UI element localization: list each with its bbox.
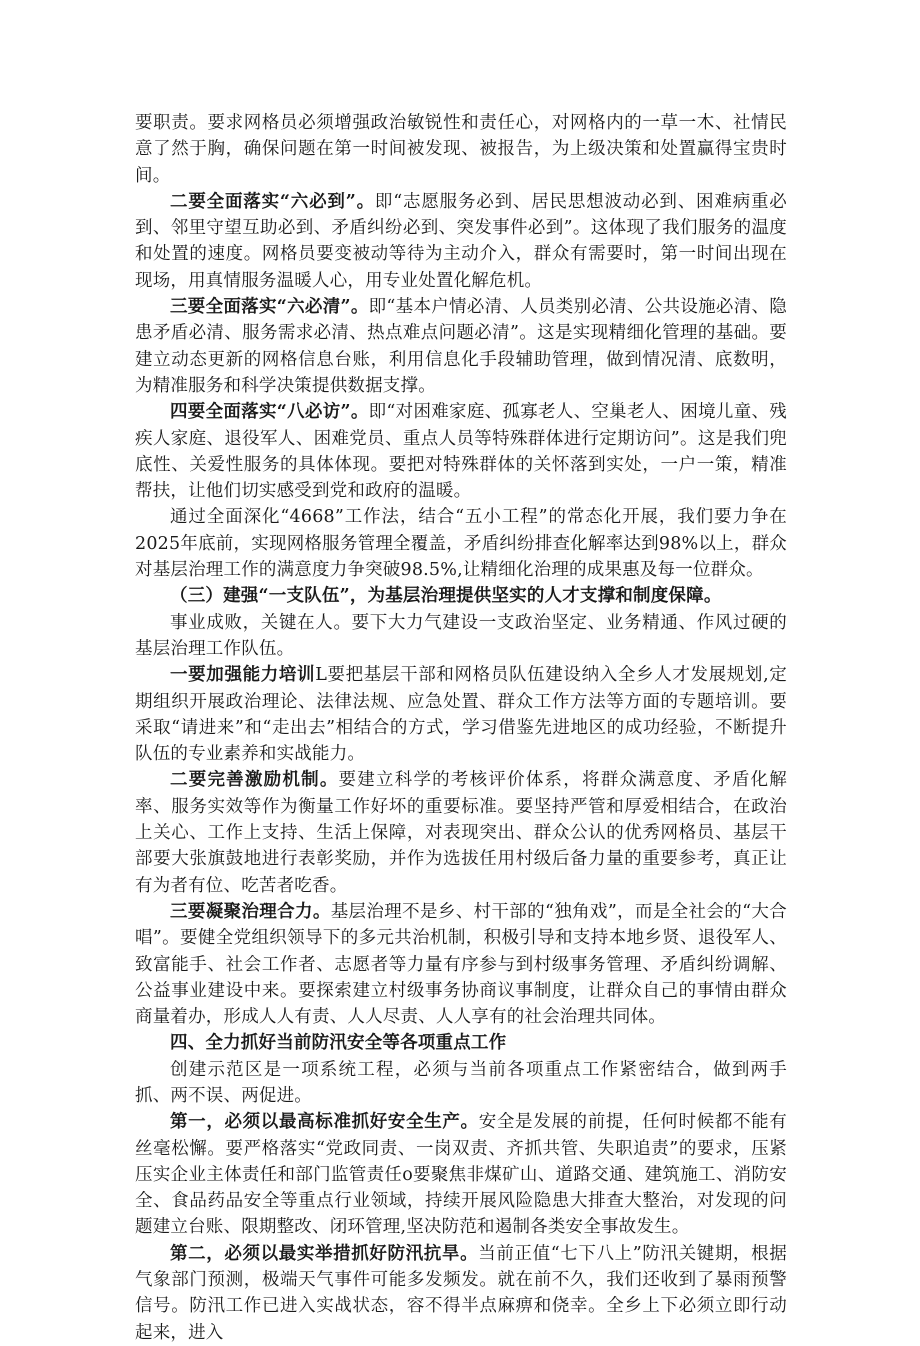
paragraph-text: 创建示范区是一项系统工程，必须与当前各项重点工作紧密结合，做到两手抓、两不误、两促进。 bbox=[135, 1059, 787, 1106]
paragraph-lead: 三要凝聚治理合力。 bbox=[170, 901, 331, 922]
paragraph-text: 要职责。要求网格员必须增强政治敏锐性和责任心，对网格内的一草一木、社情民意了然于胸，确保问题在第一时间被发现、被报告，为上级决策和处置赢得宝贵时间。 bbox=[135, 113, 787, 186]
paragraph-text: L要把基层干部和网格员队伍建设纳入全乡人才发展规划,定期组织开展政治理论、法律法规、应急处置、群众工作方法等方面的专题培训。要采取“请进来”和“走出去”相结合的方式，学习借鉴先进地区的成功经验，不断提升队伍的专业素养和实战能力。 bbox=[135, 665, 787, 765]
paragraph-demonstration-intro bbox=[135, 1057, 787, 1110]
paragraph-work-safety bbox=[135, 1109, 787, 1240]
paragraph-lead: 一要加强能力培训 bbox=[170, 665, 316, 686]
paragraph-lead: 四要全面落实“八必访”。 bbox=[170, 402, 369, 423]
paragraph-text: 当前正值“七下八上”防汛关键期，根据气象部门预测，极端天气事件可能多发频发。就在前不久，我们还收到了暴雨预警信号。防汛工作已进入实战状态，容不得半点麻痹和侥幸。全乡上下必须立即行动起来，进入 bbox=[135, 1243, 787, 1343]
document-page bbox=[135, 110, 787, 1346]
paragraph-incentive bbox=[135, 767, 787, 898]
paragraph-4668-summary bbox=[135, 504, 787, 583]
paragraph-six-must-arrive bbox=[135, 189, 787, 294]
paragraph-lead: 三要全面落实“六必清”。 bbox=[170, 297, 369, 318]
paragraph-text: 即“志愿服务必到、居民思想波动必到、困难病重必到、邻里守望互助必到、矛盾纠纷必到、突发事件必到”。这体现了我们服务的温度和处置的速度。网格员要变被动等待为主动介入，群众有需要时，第一时间出现在现场，用真情服务温暖人心，用专业处置化解危机。 bbox=[135, 191, 788, 291]
paragraph-team-intro bbox=[135, 610, 787, 663]
paragraph-text: 基层治理不是乡、村干部的“独角戏”，而是全社会的“大合唱”。要健全党组织领导下的多元共治机制，积极引导和支持本地乡贤、退役军人、致富能手、社会工作者、志愿者等力量有序参与到村级事务管理、矛盾纠纷调解、公益事业建设中来。要探索建立村级事务协商议事制度，让群众自己的事情由群众商量着办，形成人人有责、人人尽责、人人享有的社会治理共同体。 bbox=[135, 901, 787, 1028]
paragraph-synergy bbox=[135, 899, 787, 1030]
paragraph-text: 安全是发展的前提，任何时候都不能有丝毫松懈。要严格落实“党政同责、一岗双责、齐抓共管、失职追责”的要求，压紧压实企业主体责任和部门监管责任o要聚焦非煤矿山、道路交通、建筑施工、消防安全、食品药品安全等重点行业领域，持续开展风险隐患大排查大整治，对发现的问题建立台账、限期整改、闭环管理,坚决防范和遏制各类安全事故发生。 bbox=[135, 1112, 787, 1238]
paragraph-continuation bbox=[135, 110, 787, 189]
paragraph-text: 通过全面深化“4668”工作法，结合“五小工程”的常态化开展，我们要力争在2025年底前，实现网格服务管理全覆盖，矛盾纠纷排查化解率达到98%以上，群众对基层治理工作的满意度力争突破98.5%,让精细化治理的成果惠及每一位群众。 bbox=[135, 507, 787, 581]
paragraph-text: 要建立科学的考核评价体系，将群众满意度、矛盾化解率、服务实效等作为衡量工作好坏的重要标准。要坚持严管和厚爱相结合，在政治上关心、工作上支持、生活上保障，对表现突出、群众公认的优秀网格员、基层干部要大张旗鼓地进行表彰奖励，并作为选拔任用村级后备力量的重要参考，真正让有为者有位、吃苦者吃香。 bbox=[135, 770, 787, 896]
paragraph-six-must-clear bbox=[135, 294, 787, 399]
paragraph-training bbox=[135, 662, 787, 767]
section-heading-team: （三）建强“一支队伍”，为基层治理提供坚实的人才支撑和制度保障。 bbox=[170, 586, 722, 607]
paragraph-text: 事业成败，关键在人。要下大力气建设一支政治坚定、业务精通、作风过硬的基层治理工作队伍。 bbox=[135, 612, 787, 659]
paragraph-text: 即“基本户情必清、人员类别必清、公共设施必清、隐患矛盾必清、服务需求必清、热点难点问题必清”。这是实现精细化管理的基础。要建立动态更新的网格信息台账，利用信息化手段辅助管理，做到情况清、底数明，为精准服务和科学决策提供数据支撑。 bbox=[135, 297, 788, 396]
paragraph-flood-control bbox=[135, 1241, 787, 1346]
section-heading-flood-safety: 四、全力抓好当前防汛安全等各项重点工作 bbox=[170, 1033, 507, 1054]
paragraph-eight-must-visit bbox=[135, 399, 787, 504]
paragraph-lead: 第一，必须以最高标准抓好安全生产。 bbox=[170, 1112, 479, 1133]
paragraph-lead: 二要全面落实“六必到”。 bbox=[170, 191, 375, 212]
paragraph-lead: 二要完善激励机制。 bbox=[170, 770, 339, 791]
paragraph-text: 即“对困难家庭、孤寡老人、空巢老人、困境儿童、残疾人家庭、退役军人、困难党员、重点人员等特殊群体进行定期访问”。这是我们兜底性、关爱性服务的具体体现。要把对特殊群体的关怀落到实处，一户一策，精准帮扶，让他们切实感受到党和政府的温暖。 bbox=[135, 402, 788, 502]
paragraph-lead: 第二，必须以最实举措抓好防汛抗旱。 bbox=[170, 1243, 479, 1264]
